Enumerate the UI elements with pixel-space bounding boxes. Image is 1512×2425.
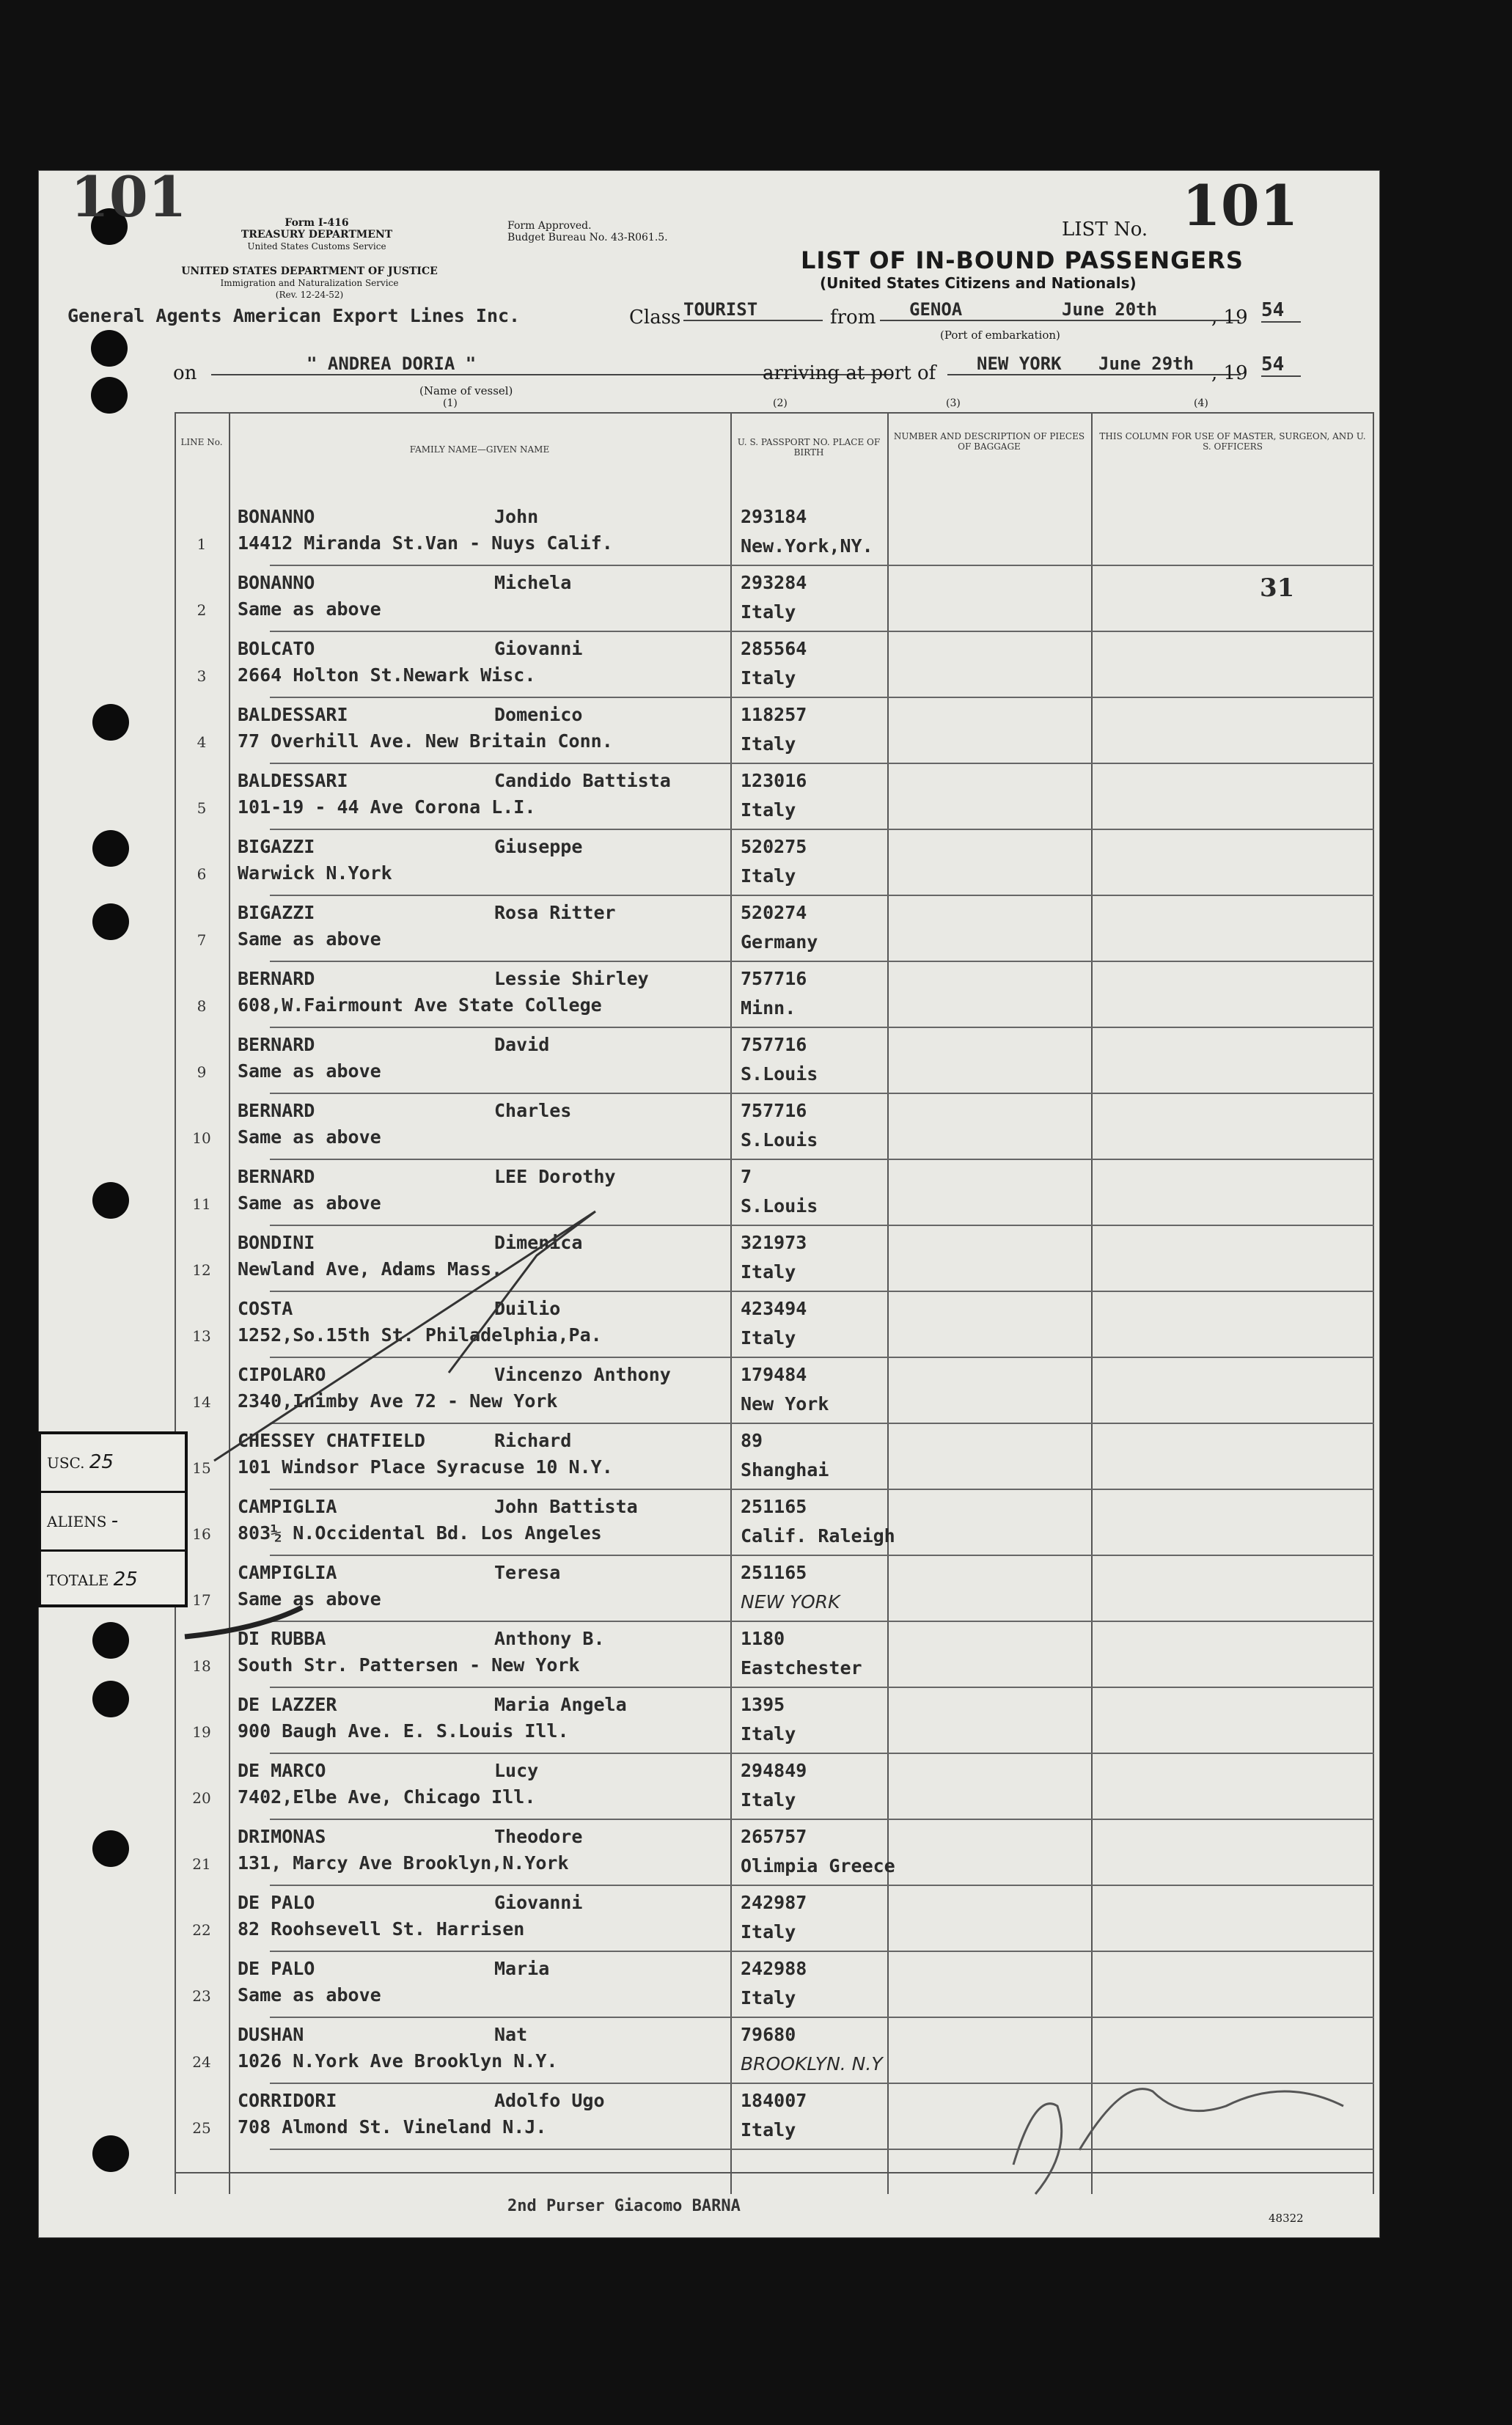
address: 900 Baugh Ave. E. S.Louis Ill.: [238, 1720, 569, 1742]
family-name: CIPOLARO: [238, 1364, 326, 1385]
family-name: BOLCATO: [238, 638, 315, 659]
year-prefix-2: , 19: [1211, 362, 1248, 384]
line-number: 17: [192, 1591, 211, 1609]
line-number: 3: [197, 667, 207, 685]
list-no-label: LIST No.: [1062, 219, 1148, 241]
family-name: DE MARCO: [238, 1760, 326, 1781]
place-of-birth: Minn.: [741, 997, 796, 1019]
form-approved: Form Approved.: [507, 220, 592, 232]
line-number: 7: [197, 931, 207, 949]
place-of-birth: S.Louis: [741, 1129, 818, 1151]
family-name: CAMPIGLIA: [238, 1496, 337, 1517]
place-of-birth: Italy: [741, 1921, 796, 1942]
address: Same as above: [238, 1588, 381, 1610]
passport-number: 89: [741, 1430, 763, 1451]
family-name: BALDESSARI: [238, 704, 348, 725]
stamped-number-left: 101: [70, 164, 187, 230]
family-name: DI RUBBA: [238, 1628, 326, 1649]
address: 7402,Elbe Ave, Chicago Ill.: [238, 1786, 536, 1808]
place-of-birth: Olimpia Greece: [741, 1855, 895, 1876]
given-name: Duilio: [494, 1298, 561, 1319]
given-name: Lessie Shirley: [494, 968, 649, 989]
justice-dept: UNITED STATES DEPARTMENT OF JUSTICE: [181, 265, 438, 277]
line-number: 13: [192, 1327, 211, 1345]
place-of-birth: Germany: [741, 931, 818, 953]
given-name: Adolfo Ugo: [494, 2090, 605, 2111]
col-number-2: (2): [773, 397, 788, 409]
tally-stamp: [38, 1431, 188, 1607]
line-number: 24: [192, 2053, 211, 2071]
family-name: COSTA: [238, 1298, 293, 1319]
from-label: from: [830, 307, 876, 329]
passport-number: 293284: [741, 572, 807, 593]
col-number-3: (3): [946, 397, 961, 409]
given-name: Michela: [494, 572, 572, 593]
line-number: 8: [197, 997, 207, 1015]
from-year: 54: [1261, 299, 1301, 323]
place-of-birth: BROOKLYN. N.Y: [741, 2053, 883, 2074]
given-name: Giovanni: [494, 638, 583, 659]
passport-number: 1180: [741, 1628, 785, 1649]
given-name: Lucy: [494, 1760, 539, 1781]
given-name: Rosa Ritter: [494, 902, 616, 923]
tally-usc: USC. 25: [41, 1434, 185, 1493]
address: 101 Windsor Place Syracuse 10 N.Y.: [238, 1456, 613, 1478]
line-number: 18: [192, 1657, 211, 1675]
given-name: Candido Battista: [494, 770, 671, 791]
given-name: John: [494, 506, 539, 527]
passport-number: 321973: [741, 1232, 807, 1253]
given-name: Nat: [494, 2024, 528, 2045]
family-name: BONANNO: [238, 572, 315, 593]
address: Same as above: [238, 928, 381, 950]
address: 1026 N.York Ave Brooklyn N.Y.: [238, 2050, 558, 2072]
line-number: 19: [192, 1723, 211, 1741]
address: Newland Ave, Adams Mass.: [238, 1258, 503, 1280]
given-name: Charles: [494, 1100, 572, 1121]
budget-bureau: Budget Bureau No. 43-R061.5.: [507, 232, 668, 243]
place-of-birth: Shanghai: [741, 1459, 829, 1481]
place-of-birth: Italy: [741, 733, 796, 755]
tally-total: TOTALE 25: [47, 1569, 138, 1591]
family-name: CORRIDORI: [238, 2090, 337, 2111]
passport-number: 7: [741, 1166, 752, 1187]
address: 77 Overhill Ave. New Britain Conn.: [238, 730, 613, 752]
port-caption: (Port of embarkation): [940, 329, 1060, 342]
family-name: DUSHAN: [238, 2024, 304, 2045]
place-of-birth: Italy: [741, 865, 796, 887]
ins-service: Immigration and Naturalization Service: [220, 278, 399, 288]
passport-number: 118257: [741, 704, 807, 725]
arriving-label: arriving at port of: [763, 362, 936, 384]
passport-number: 293184: [741, 506, 807, 527]
family-name: BALDESSARI: [238, 770, 348, 791]
line-number: 25: [192, 2119, 211, 2137]
passport-number: 242987: [741, 1892, 807, 1913]
tally-aliens: ALIENS -: [41, 1493, 185, 1552]
officer-note: 31: [1260, 573, 1295, 603]
col-header-passport: U. S. PASSPORT NO. PLACE OF BIRTH: [737, 437, 881, 458]
address: Same as above: [238, 1192, 381, 1214]
line-number: 11: [192, 1195, 211, 1213]
family-name: CHESSEY CHATFIELD: [238, 1430, 425, 1451]
address: 82 Roohsevell St. Harrisen: [238, 1918, 525, 1940]
place-of-birth: Italy: [741, 1987, 796, 2008]
address: 608,W.Fairmount Ave State College: [238, 994, 602, 1016]
place-of-birth: S.Louis: [741, 1063, 818, 1085]
family-name: BONANNO: [238, 506, 315, 527]
line-number: 5: [197, 799, 207, 817]
class-label: Class: [629, 307, 681, 329]
line-number: 12: [192, 1261, 211, 1279]
place-of-birth: Italy: [741, 1789, 796, 1811]
family-name: BONDINI: [238, 1232, 315, 1253]
vessel-name: " ANDREA DORIA ": [211, 353, 893, 375]
given-name: Richard: [494, 1430, 572, 1451]
family-name: BIGAZZI: [238, 902, 315, 923]
place-of-birth: Eastchester: [741, 1657, 862, 1679]
place-of-birth: Italy: [741, 1723, 796, 1745]
revision-date: (Rev. 12-24-52): [275, 290, 344, 300]
arrival-date: June 29th: [1098, 353, 1194, 374]
col-header-officers: THIS COLUMN FOR USE OF MASTER, SURGEON, AND U. S. OFFICERS: [1099, 431, 1366, 452]
family-name: BERNARD: [238, 1100, 315, 1121]
given-name: Theodore: [494, 1826, 583, 1847]
given-name: David: [494, 1034, 550, 1055]
address: South Str. Pattersen - New York: [238, 1654, 580, 1676]
purser-signature: 2nd Purser Giacomo BARNA: [507, 2197, 741, 2215]
passport-number: 294849: [741, 1760, 807, 1781]
manifest-title: LIST OF IN-BOUND PASSENGERS: [801, 246, 1244, 274]
passenger-manifest-page: [38, 164, 1380, 2238]
passport-number: 123016: [741, 770, 807, 791]
from-port: GENOA: [880, 299, 1239, 321]
passport-number: 757716: [741, 968, 807, 989]
family-name: BIGAZZI: [238, 836, 315, 857]
line-number: 2: [197, 601, 207, 619]
given-name: Maria: [494, 1958, 550, 1979]
on-label: on: [173, 362, 197, 384]
address: Same as above: [238, 1984, 381, 2006]
given-name: Domenico: [494, 704, 583, 725]
place-of-birth: NEW YORK: [741, 1591, 840, 1613]
passport-number: 520274: [741, 902, 807, 923]
year-prefix: , 19: [1211, 307, 1248, 329]
address: 14412 Miranda St.Van - Nuys Calif.: [238, 532, 613, 554]
address: 2664 Holton St.Newark Wisc.: [238, 664, 536, 686]
line-number: 15: [192, 1459, 211, 1477]
vessel-caption: (Name of vessel): [419, 384, 513, 397]
place-of-birth: Italy: [741, 799, 796, 821]
line-number: 4: [197, 733, 207, 751]
col-header-name: FAMILY NAME—GIVEN NAME: [409, 444, 550, 455]
line-number: 20: [192, 1789, 211, 1807]
passport-number: 423494: [741, 1298, 807, 1319]
given-name: John Battista: [494, 1496, 638, 1517]
form-number: Form I-416: [285, 217, 349, 229]
given-name: Dimenica: [494, 1232, 583, 1253]
passport-number: 757716: [741, 1034, 807, 1055]
place-of-birth: New.York,NY.: [741, 535, 873, 557]
place-of-birth: Italy: [741, 2119, 796, 2140]
given-name: LEE Dorothy: [494, 1166, 616, 1187]
stamped-list-number: 101: [1182, 173, 1299, 238]
col-number-4: (4): [1194, 397, 1208, 409]
place-of-birth: Italy: [741, 601, 796, 623]
line-number: 9: [197, 1063, 207, 1081]
address: Same as above: [238, 1060, 381, 1082]
passport-number: 285564: [741, 638, 807, 659]
arrival-year: 54: [1261, 353, 1301, 377]
address: 2340,Inimby Ave 72 - New York: [238, 1390, 558, 1412]
form-code: 48322: [1269, 2212, 1304, 2225]
col-header-line: LINE No.: [180, 437, 223, 447]
vessel-col-number: (1): [443, 397, 458, 409]
given-name: Giovanni: [494, 1892, 583, 1913]
passport-number: 242988: [741, 1958, 807, 1979]
passport-number: 251165: [741, 1496, 807, 1517]
passport-number: 265757: [741, 1826, 807, 1847]
passport-number: 757716: [741, 1100, 807, 1121]
address: Same as above: [238, 598, 381, 620]
arrival-port: NEW YORK: [947, 353, 1241, 375]
place-of-birth: Italy: [741, 1261, 796, 1283]
family-name: DE PALO: [238, 1892, 315, 1913]
place-of-birth: S.Louis: [741, 1195, 818, 1217]
place-of-birth: New York: [741, 1393, 829, 1415]
line-number: 6: [197, 865, 207, 883]
family-name: BERNARD: [238, 1166, 315, 1187]
passport-number: 79680: [741, 2024, 796, 2045]
customs-service: United States Customs Service: [247, 241, 386, 252]
line-number: 1: [197, 535, 207, 553]
passport-number: 184007: [741, 2090, 807, 2111]
line-number: 14: [192, 1393, 211, 1411]
given-name: Anthony B.: [494, 1628, 605, 1649]
passport-number: 1395: [741, 1694, 785, 1715]
address: Same as above: [238, 1126, 381, 1148]
treasury-dept: TREASURY DEPARTMENT: [241, 229, 393, 241]
line-number: 22: [192, 1921, 211, 1939]
address: 1252,So.15th St. Philadelphia,Pa.: [238, 1324, 602, 1346]
class-value: TOURIST: [683, 299, 823, 321]
given-name: Maria Angela: [494, 1694, 627, 1715]
passport-number: 251165: [741, 1562, 807, 1583]
from-date: June 20th: [1062, 299, 1158, 320]
agent-line: General Agents American Export Lines Inc.: [67, 305, 521, 326]
place-of-birth: Italy: [741, 1327, 796, 1349]
pencil-annotations: [38, 170, 1380, 2238]
family-name: DE PALO: [238, 1958, 315, 1979]
manifest-subtitle: (United States Citizens and Nationals): [820, 274, 1137, 292]
address: Warwick N.York: [238, 862, 392, 884]
family-name: BERNARD: [238, 1034, 315, 1055]
address: 803½ N.Occidental Bd. Los Angeles: [238, 1522, 602, 1544]
line-number: 23: [192, 1987, 211, 2005]
line-number: 16: [192, 1525, 211, 1543]
line-number: 21: [192, 1855, 211, 1873]
family-name: DRIMONAS: [238, 1826, 326, 1847]
address: 708 Almond St. Vineland N.J.: [238, 2116, 547, 2138]
address: 101-19 - 44 Ave Corona L.I.: [238, 796, 536, 818]
family-name: DE LAZZER: [238, 1694, 337, 1715]
line-number: 10: [192, 1129, 211, 1147]
address: 131, Marcy Ave Brooklyn,N.York: [238, 1852, 569, 1874]
place-of-birth: Italy: [741, 667, 796, 689]
col-header-baggage: NUMBER AND DESCRIPTION OF PIECES OF BAGGAGE: [893, 431, 1085, 452]
given-name: Vincenzo Anthony: [494, 1364, 671, 1385]
given-name: Giuseppe: [494, 836, 583, 857]
given-name: Teresa: [494, 1562, 561, 1583]
family-name: BERNARD: [238, 968, 315, 989]
family-name: CAMPIGLIA: [238, 1562, 337, 1583]
passport-number: 520275: [741, 836, 807, 857]
place-of-birth: Calif. Raleigh: [741, 1525, 895, 1547]
passport-number: 179484: [741, 1364, 807, 1385]
